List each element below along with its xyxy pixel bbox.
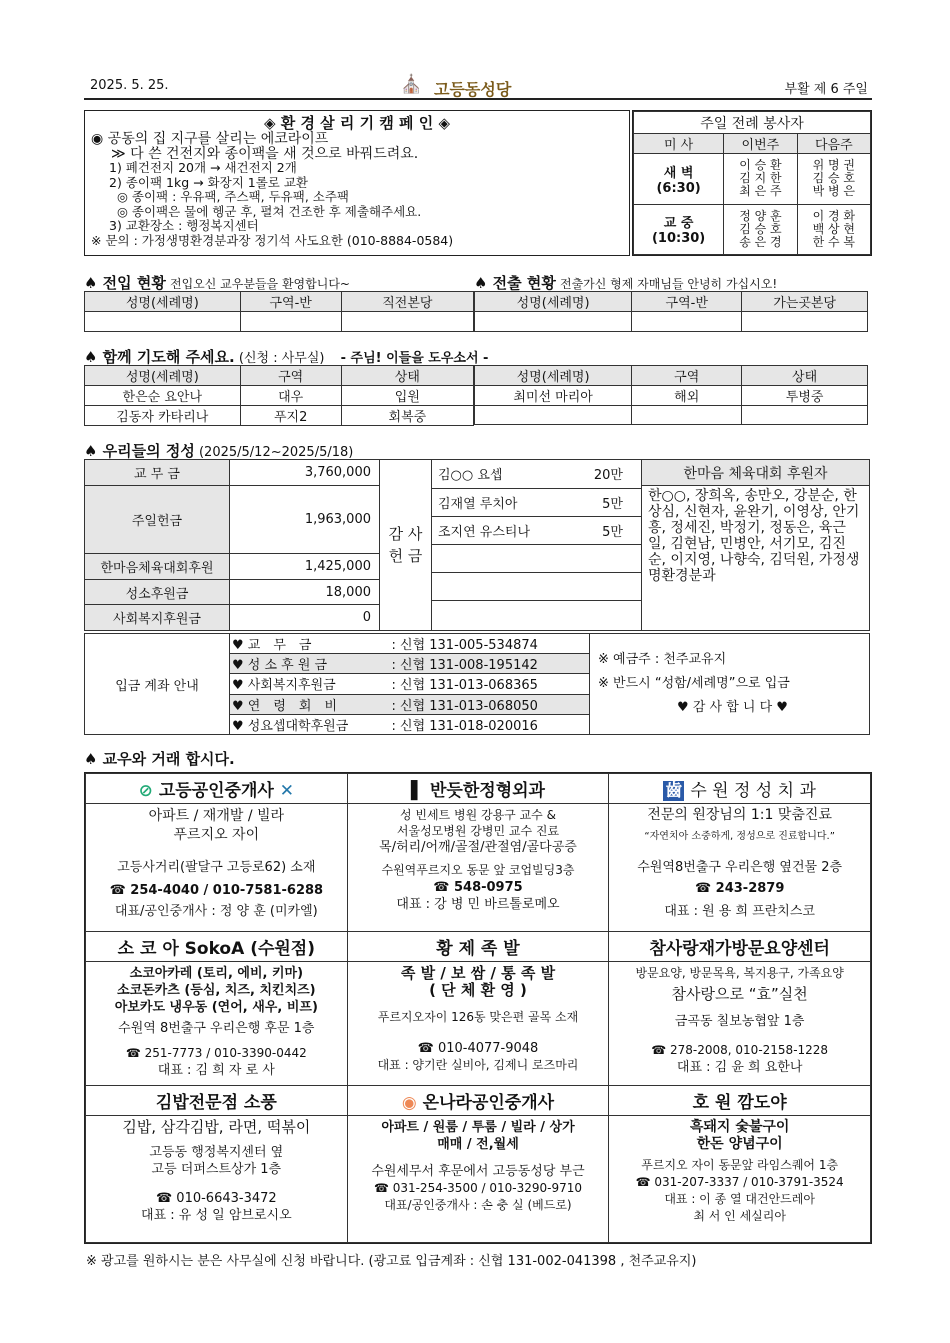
- offering-amount: 18,000: [230, 579, 380, 605]
- offering-amount: 1,425,000: [230, 554, 380, 580]
- moveout-table: 성명(세례명) 구역-반 가는곳본당: [474, 291, 868, 332]
- header: [84, 74, 872, 100]
- campaign-box: [84, 110, 630, 256]
- offering-amount: 3,760,000: [230, 460, 380, 486]
- prayer-table-right: 성명(세례명) 구역 상태 최미선 마리아 해외 투병중: [474, 365, 868, 425]
- offering-amount: 0: [230, 605, 380, 631]
- moveout-heading: ♠ 전출 현황 전출가신 형제 자매님들 안녕히 가십시오!: [474, 274, 778, 292]
- mass-main: 교 중 (10:30): [634, 204, 724, 255]
- account-number: : 신협 131-005-534874: [390, 634, 590, 654]
- parish-name: 고등동성당: [434, 80, 512, 99]
- ad-title: ⊘ 고등공인중개사 ✕: [86, 774, 348, 804]
- campaign-line: 1) 폐건전지 20개 → 새건전지 2개: [109, 160, 297, 175]
- ad-title: 소 코 아 SokoA (수원점): [86, 932, 348, 962]
- offering-label: 한마음체육대회후원: [85, 554, 230, 580]
- ad-title: ◉ 온나라공인중개사: [347, 1086, 609, 1116]
- tooth-icon: 齒: [665, 781, 683, 801]
- sponsor-title: 한마음 체육대회 후원자: [642, 460, 870, 486]
- servers-title: 주일 전례 봉사자: [634, 112, 871, 134]
- campaign-line: ≫ 다 쓴 건전지와 종이팩을 새 것으로 바꿔드려요.: [111, 145, 419, 162]
- logo-icon: ▌: [411, 781, 425, 801]
- ad-title: 참사랑재가방문요양센터: [609, 932, 871, 962]
- ad-body: 방문요양, 방문목욕, 복지용구, 가족요양 참사랑으로 “효”실천 금곡동 칠보농협앞 1층 ☎ 278-2008, 010-2158-1228 대표 : 김 윤 희 요한나: [609, 962, 871, 1086]
- servers-box: [632, 110, 872, 256]
- campaign-title: ◈ 환 경 살 리 기 캠 페 인 ◈: [264, 114, 450, 132]
- account-number: : 신협 131-013-068050: [390, 694, 590, 714]
- campaign-line: ◉ 공동의 집 지구를 살리는 에코라이프: [91, 131, 329, 147]
- account-name: ♥ 교 무 금: [230, 634, 390, 654]
- servers-header: 다음주: [797, 134, 870, 154]
- accounts-notes: ※ 예금주 : 천주교유지 ※ 반드시 “성함/세례명”으로 입금 ♥ 감 사 합 니 다 ♥: [590, 634, 870, 735]
- movein-heading: ♠ 전입 현황 전입오신 교우분들을 환영합니다~: [84, 274, 350, 292]
- footer-note: ※ 광고를 원하시는 분은 사무실에 신청 바랍니다. (광고료 입금계좌 : 신협 131-002-041398 , 천주교유지): [86, 1254, 697, 1269]
- offering-label: 교 무 금: [85, 460, 230, 486]
- servers-this-week: 정 양 훈 김 승 호 송 은 경: [724, 204, 797, 255]
- liturgical-week: 부활 제 6 주일: [784, 82, 868, 97]
- account-number: : 신협 131-013-068365: [390, 674, 590, 694]
- ad-title: 황 제 족 발: [347, 932, 609, 962]
- ad-title: 김밥전문점 소풍: [86, 1086, 348, 1116]
- offering-amount: 1,963,000: [230, 486, 380, 554]
- servers-header: 미 사: [634, 134, 724, 154]
- campaign-line: ◎ 종이팩 : 우유팩, 주스팩, 두유팩, 소주팩: [117, 189, 350, 204]
- movein-table: 성명(세례명) 구역-반 직전본당: [84, 291, 474, 332]
- ad-title: ▌ 반듯한정형외과: [347, 774, 609, 804]
- ad-body: 성 빈세트 병원 강용구 교수 & 서울성모병원 강병민 교수 진료 목/허리/어깨/골절/관절염/골다공증 수원역푸르지오 동문 앞 코업빌딩3층 ☎ 548-0975 대표 : 강 병 민 바르톨로메오: [347, 804, 609, 932]
- account-name: ♥ 성 소 후 원 금: [230, 654, 390, 674]
- ads-grid: [84, 772, 872, 1244]
- ad-body: 전문의 원장님의 1:1 맞춤진료 “자연치아 소중하게, 정성으로 진료합니다.” 수원역8번출구 우리은행 옆건물 2층 ☎ 243-2879 대표 : 원 용 희 프란치스코: [609, 804, 871, 932]
- ad-body: 족 발 / 보 쌈 / 통 족 발 ( 단 체 환 영 ) 푸르지오자이 126동 맞은편 골목 소재 ☎ 010-4077-9048 대표 : 양기란 실비아, 김제니 로즈마리: [347, 962, 609, 1086]
- offering-label: 성소후원금: [85, 579, 230, 605]
- prayer-heading: ♠ 함께 기도해 주세요. (신청 : 사무실) - 주님! 이들을 도우소서 -: [84, 348, 489, 366]
- ad-body: 소코아카레 (토리, 에비, 키마) 소코돈카츠 (등심, 치즈, 치킨치즈) 아보카도 냉우동 (연어, 새우, 비프) 수원역 8번출구 우리은행 후문 1층 ☎ 251-7773 / 010-3390-0442 대표 : 김 희 자 로 사: [86, 962, 348, 1086]
- account-name: ♥ 성요셉대학후원금: [230, 714, 390, 734]
- bulletin-date: 2025. 5. 25.: [90, 78, 169, 93]
- ad-body: 아파트 / 원룸 / 투룸 / 빌라 / 상가 매매 / 전,월세 수원세무서 후문에서 고등동성당 부근 ☎ 031-254-3500 / 010-3290-9710 대표/공인중개사 : 손 충 실 (베드로): [347, 1116, 609, 1243]
- prayer-table-left: 성명(세례명) 구역 상태 한은순 요안나 대우 입원 김동자 카타리나 푸지2 회복중: [84, 365, 474, 426]
- offering-heading: ♠ 우리들의 정성 (2025/5/12~2025/5/18): [84, 442, 354, 460]
- account-number: : 신협 131-008-195142: [390, 654, 590, 674]
- servers-this-week: 이 승 환 김 지 한 최 은 주: [724, 154, 797, 205]
- ad-title: 齒 수 원 정 성 치 과: [609, 774, 871, 804]
- sun-icon: ◉: [401, 1093, 417, 1113]
- accounts-label: 입금 계좌 안내: [85, 634, 230, 735]
- pin-icon: ⊘: [138, 781, 153, 801]
- servers-next-week: 위 명 권 김 승 호 박 병 은: [797, 154, 870, 205]
- accounts-section: [84, 633, 870, 735]
- thanks-offerings: 김○○ 요셉 20만 김재열 루치아 5만 조지연 유스티나 5만: [432, 460, 642, 631]
- ad-body: 아파트 / 재개발 / 빌라 푸르지오 자이 고등사거리(팔달구 고등로62) 소재 ☎ 254-4040 / 010-7581-6288 대표/공인중개사 : 정 양 훈 (미카엘): [86, 804, 348, 932]
- account-name: ♥ 연 령 회 비: [230, 694, 390, 714]
- account-number: : 신협 131-018-020016: [390, 714, 590, 734]
- offering-section: [84, 459, 870, 631]
- ads-heading: ♠ 교우와 거래 합시다.: [84, 750, 235, 768]
- campaign-line: ◎ 종이팩은 물에 헹군 후, 펼쳐 건조한 후 제출해주세요.: [117, 203, 422, 219]
- mass-dawn: 새 벽 (6:30): [634, 154, 724, 205]
- ad-title: 호 원 깜도야: [609, 1086, 871, 1116]
- ad-body: 김밥, 삼각김밥, 라면, 떡볶이 고등동 행정복지센터 옆 고등 더퍼스트상가 1층 ☎ 010-6643-3472 대표 : 유 성 일 암브로시오: [86, 1116, 348, 1243]
- servers-next-week: 이 경 화 백 상 현 한 수 복: [797, 204, 870, 255]
- account-name: ♥ 사회복지후원금: [230, 674, 390, 694]
- ad-body: 흑돼지 숯불구이 한돈 양념구이 푸르지오 자이 동문앞 라임스퀘어 1층 ☎ 031-207-3337 / 010-3791-3524 대표 : 이 종 열 대건안드레아 최 서 인 세실리아: [609, 1116, 871, 1243]
- logo-icon: ✕: [279, 781, 294, 801]
- servers-header: 이번주: [724, 134, 797, 154]
- offering-label: 사회복지후원금: [85, 605, 230, 631]
- offering-label: 주일헌금: [85, 486, 230, 554]
- church-icon: ⛪: [400, 74, 423, 95]
- campaign-line: 2) 종이팩 1kg → 화장지 1롤로 교환: [109, 174, 308, 190]
- sponsor-list: 한○○, 장희옥, 송만오, 강분순, 한상심, 신현자, 윤완기, 이영상, 안기흥, 정세진, 박정기, 정동은, 육근일, 김현남, 민병안, 서기모, 김진순, 이지영, 나향숙, 김덕원, 가정생명환경분과: [642, 486, 870, 631]
- campaign-line: 3) 교환장소 : 행정복지센터: [109, 218, 259, 233]
- campaign-line: ※ 문의 : 가정생명환경분과장 정기석 사도요한 (010-8884-0584): [91, 232, 454, 248]
- thanks-label: 감 사 헌 금: [380, 460, 432, 631]
